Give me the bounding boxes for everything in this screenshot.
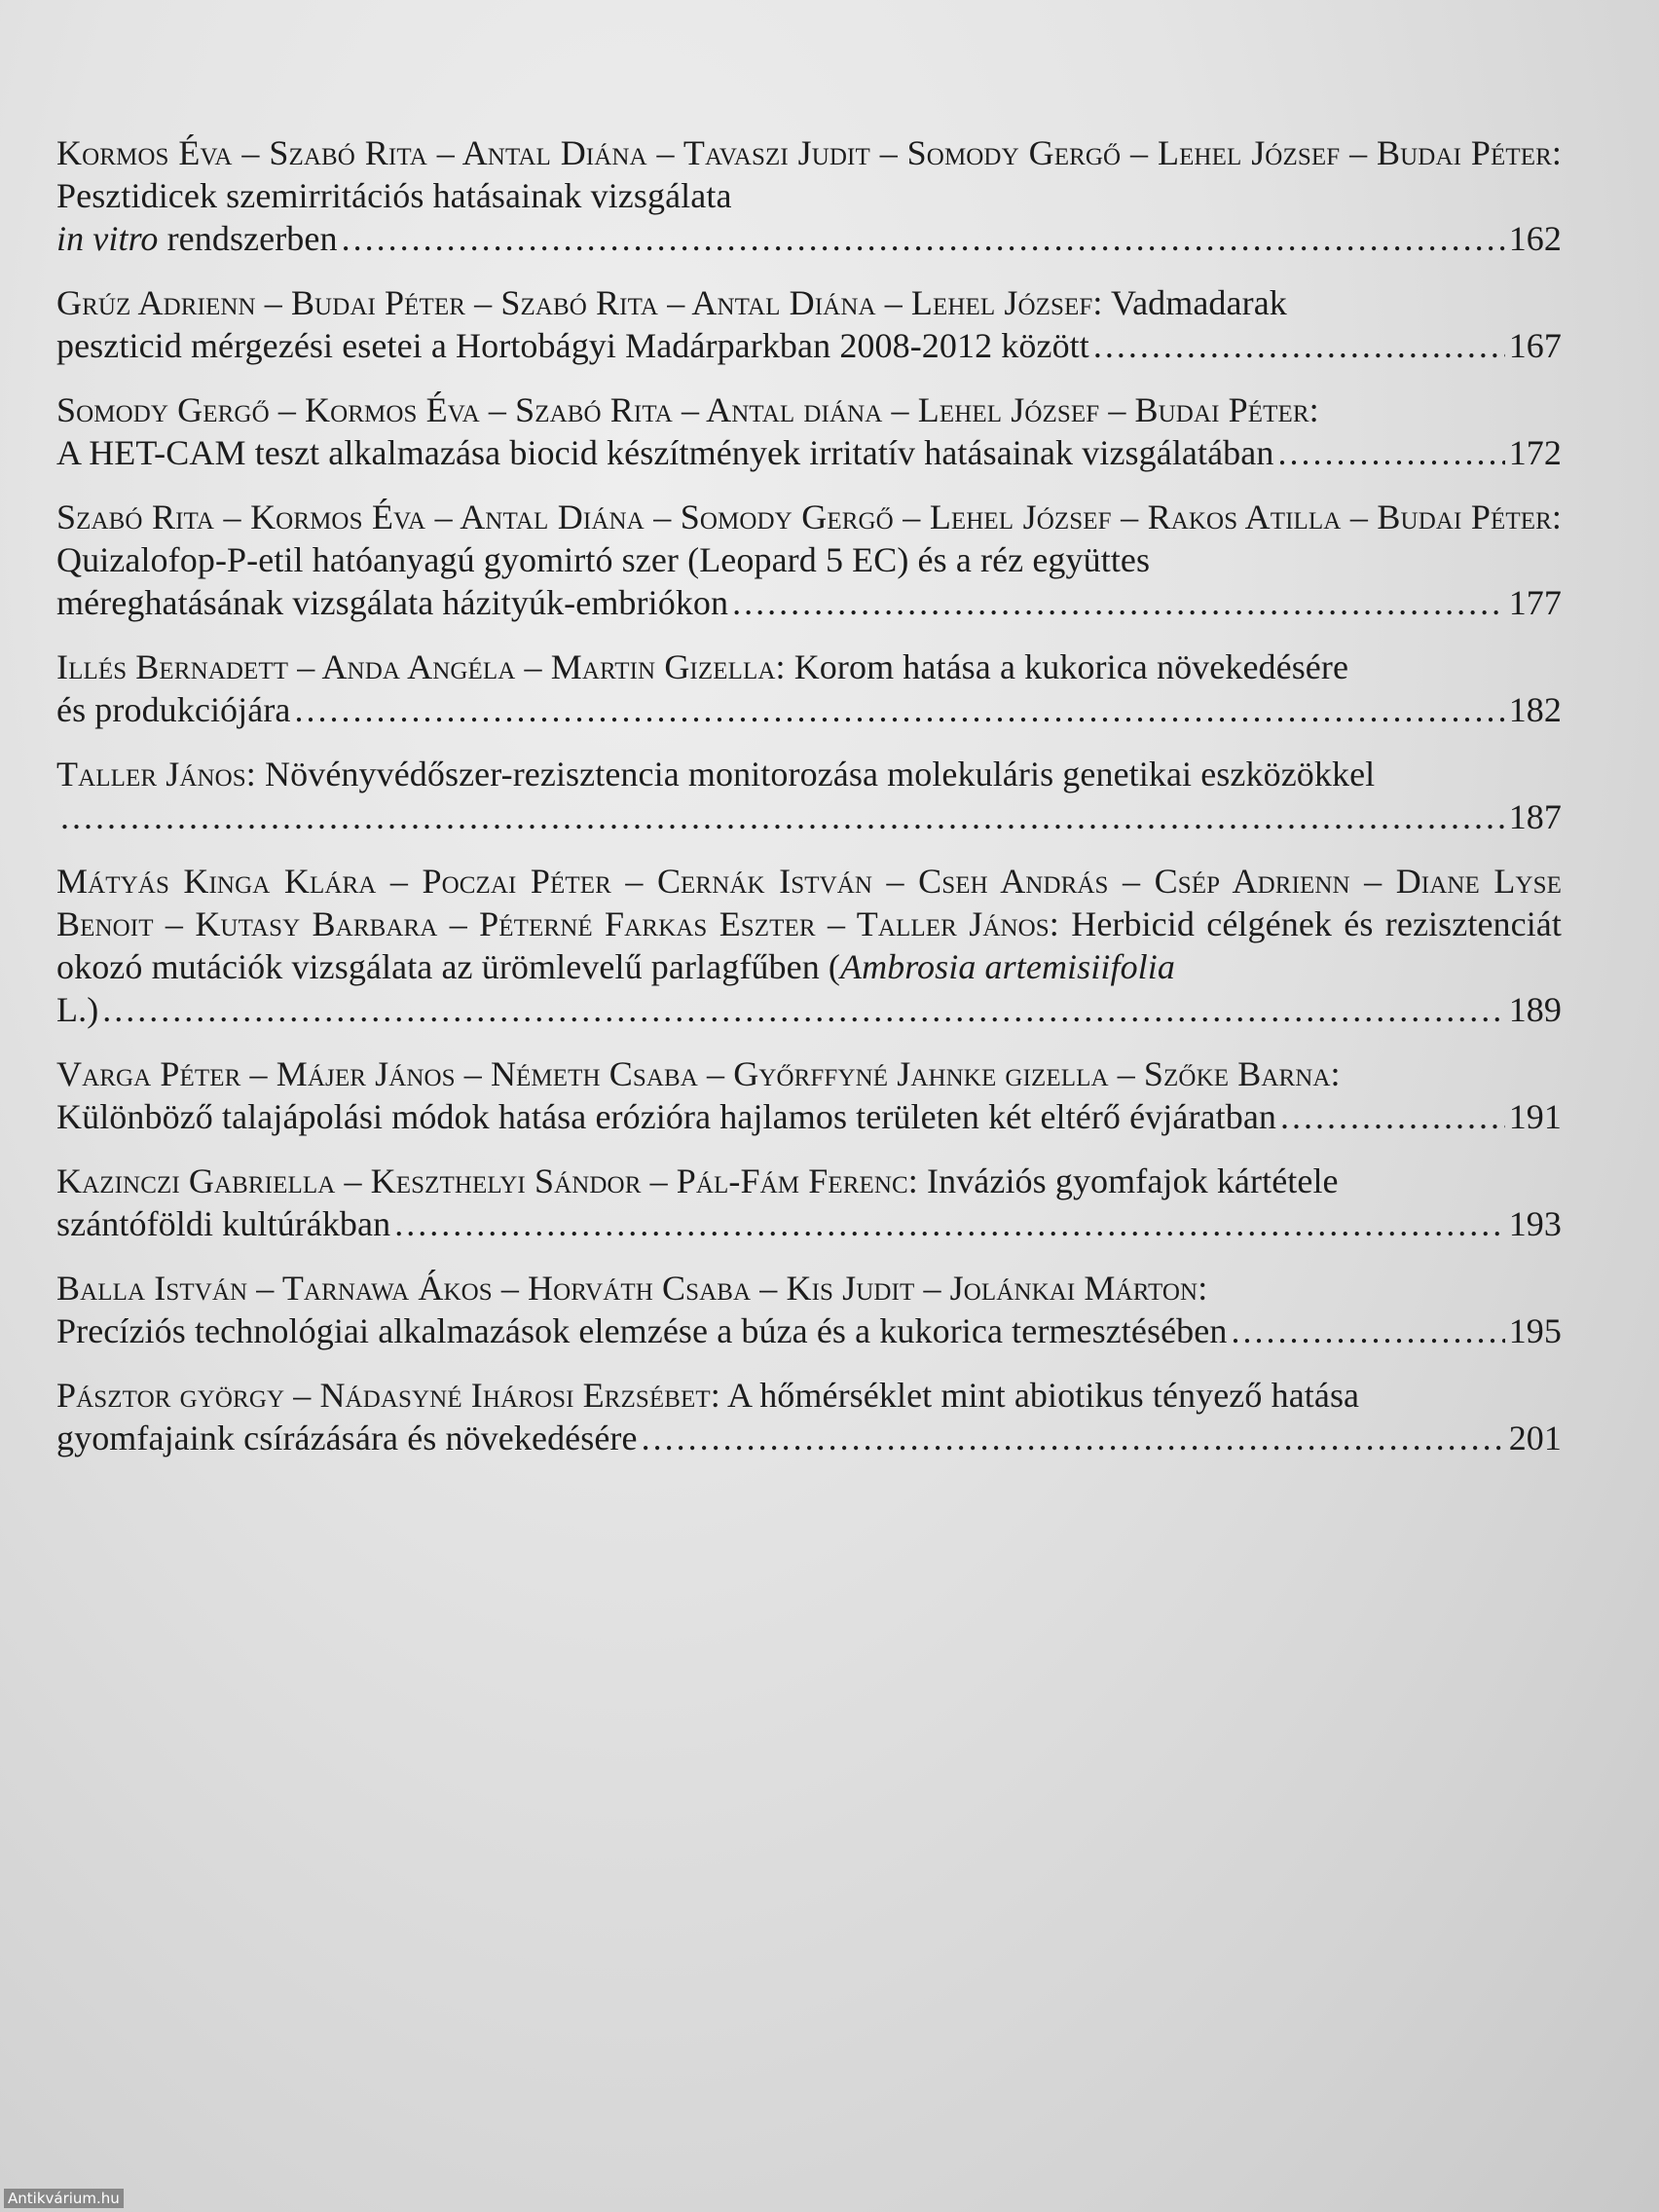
toc-entry[interactable] [56,388,1562,474]
toc-entry[interactable] [56,1374,1562,1459]
entry-title-end: peszticid mérgezési esetei a Hortobágyi Madárparkban 2008-2012 között [56,326,1089,365]
entry-authors: Pásztor györgy – Nádasyné Ihárosi Erzsébet: [56,1376,720,1415]
entry-title-line [56,688,1562,731]
toc-entry[interactable] [56,1160,1562,1245]
dot-leader [295,688,1505,731]
entry-title: Korom hatása a kukorica növekedésére [793,647,1349,686]
entry-title-line [56,1417,1562,1459]
entry-authors: Balla István – Tarnawa Ákos – Horváth Csaba – Kis Judit – Jolánkai Márton: [56,1269,1208,1308]
dot-leader [732,581,1505,624]
entry-title: A hőmérséklet mint abiotikus tényező hatása [727,1376,1360,1415]
entry-title-line [56,988,1562,1031]
entry-title-italic: in vitro [56,219,159,258]
entry-title: Herbicid célgének és rezisztenciát okozó mutációk vizsgálata az ürömlevelű parlagfűben ( [56,904,1562,986]
entry-page-number: 187 [1508,797,1562,836]
entry-page-number: 172 [1508,433,1562,472]
dot-leader [394,1202,1504,1245]
entry-title-end: gyomfajaink csírázására és növekedésére [56,1419,638,1457]
entry-title-end: L.) [56,990,99,1029]
dot-leader [102,988,1504,1031]
dot-leader [1231,1309,1504,1352]
entry-title-line [56,1309,1562,1352]
entry-authors: Varga Péter – Májer János – Németh Csaba – Győrffyné Jahnke gizella – Szőke Barna: [56,1054,1341,1093]
entry-title-line [56,1202,1562,1245]
entry-page-number: 191 [1508,1097,1562,1136]
toc-entry[interactable] [56,1267,1562,1352]
entry-title-line [56,217,1562,260]
entry-authors: Grúz Adrienn – Budai Péter – Szabó Rita – Antal Diána – Lehel József: [56,283,1103,322]
entry-page-number: 162 [1508,219,1562,258]
dot-leader [1280,1095,1505,1138]
entry-title-end: Különböző talajápolási módok hatása erózióra hajlamos területen két eltérő évjáratban [56,1097,1277,1136]
entry-title-line [56,581,1562,624]
entry-title-end: Precíziós technológiai alkalmazások elemzése a búza és a kukorica termesztésében [56,1311,1228,1350]
entry-authors: Kormos Éva – Szabó Rita – Antal Diána – Tavaszi Judit – Somody Gergő – Lehel József – Budai Péter: [56,133,1562,172]
toc-entry[interactable] [56,753,1562,838]
entry-title: Növényvédőszer-rezisztencia monitorozása molekuláris genetikai eszközökkel [265,755,1376,793]
entry-title-end: és produkciójára [56,690,291,729]
entry-page-number: 201 [1508,1419,1562,1457]
entry-page-number: 189 [1508,990,1562,1029]
watermark: Antikvárium.hu [4,2189,124,2208]
entry-title-end: méreghatásának vizsgálata házityúk-embriókon [56,583,729,622]
toc-entry[interactable] [56,860,1562,1031]
dot-leader [642,1417,1505,1459]
toc-entry[interactable] [56,1052,1562,1138]
entry-authors: Mátyás Kinga Klára – Poczai Péter – Cernák István – Cseh András – Csép Adrienn – Diane Lyse Benoit – Kutasy Barbara – Péterné Farkas Eszter – Taller János: [56,862,1562,943]
entry-title: Inváziós gyomfajok kártétele [927,1161,1339,1200]
entry-page-number: 167 [1508,326,1562,365]
entry-page-number: 182 [1508,690,1562,729]
entry-authors: Szabó Rita – Kormos Éva – Antal Diána – Somody Gergő – Lehel József – Rakos Atilla – Budai Péter: [56,498,1562,536]
toc-entry[interactable] [56,281,1562,367]
dot-leader [60,795,1505,838]
entry-title-line [56,324,1562,367]
dot-leader [1093,324,1505,367]
entry-title: Pesztidicek szemirritációs hatásainak vizsgálata [56,176,732,215]
toc-entry[interactable] [56,645,1562,731]
entry-title-line [56,795,1562,838]
entry-title-end: in vitro rendszerben [56,219,338,258]
entry-title: Vadmadarak [1110,283,1287,322]
entry-title-italic: Ambrosia artemisiifolia [839,947,1175,986]
dot-leader [342,217,1505,260]
entry-authors: Illés Bernadett – Anda Angéla – Martin Gizella: [56,647,786,686]
entry-authors: Kazinczi Gabriella – Keszthelyi Sándor – Pál-Fám Ferenc: [56,1161,918,1200]
toc-entry[interactable] [56,496,1562,624]
entry-title-line [56,1095,1562,1138]
entry-title-end: szántóföldi kultúrákban [56,1204,391,1243]
table-of-contents [56,131,1562,1481]
entry-authors: Somody Gergő – Kormos Éva – Szabó Rita – Antal diána – Lehel József – Budai Péter: [56,390,1319,429]
toc-entry[interactable] [56,131,1562,260]
entry-title: Quizalofop-P-etil hatóanyagú gyomirtó szer (Leopard 5 EC) és a réz együttes [56,540,1151,579]
entry-page-number: 193 [1508,1204,1562,1243]
entry-title-line [56,431,1562,474]
entry-page-number: 195 [1508,1311,1562,1350]
dot-leader [1277,431,1504,474]
entry-page-number: 177 [1508,583,1562,622]
entry-authors: Taller János: [56,755,256,793]
entry-title-end: A HET-CAM teszt alkalmazása biocid készítmények irritatív hatásainak vizsgálatában [56,433,1274,472]
